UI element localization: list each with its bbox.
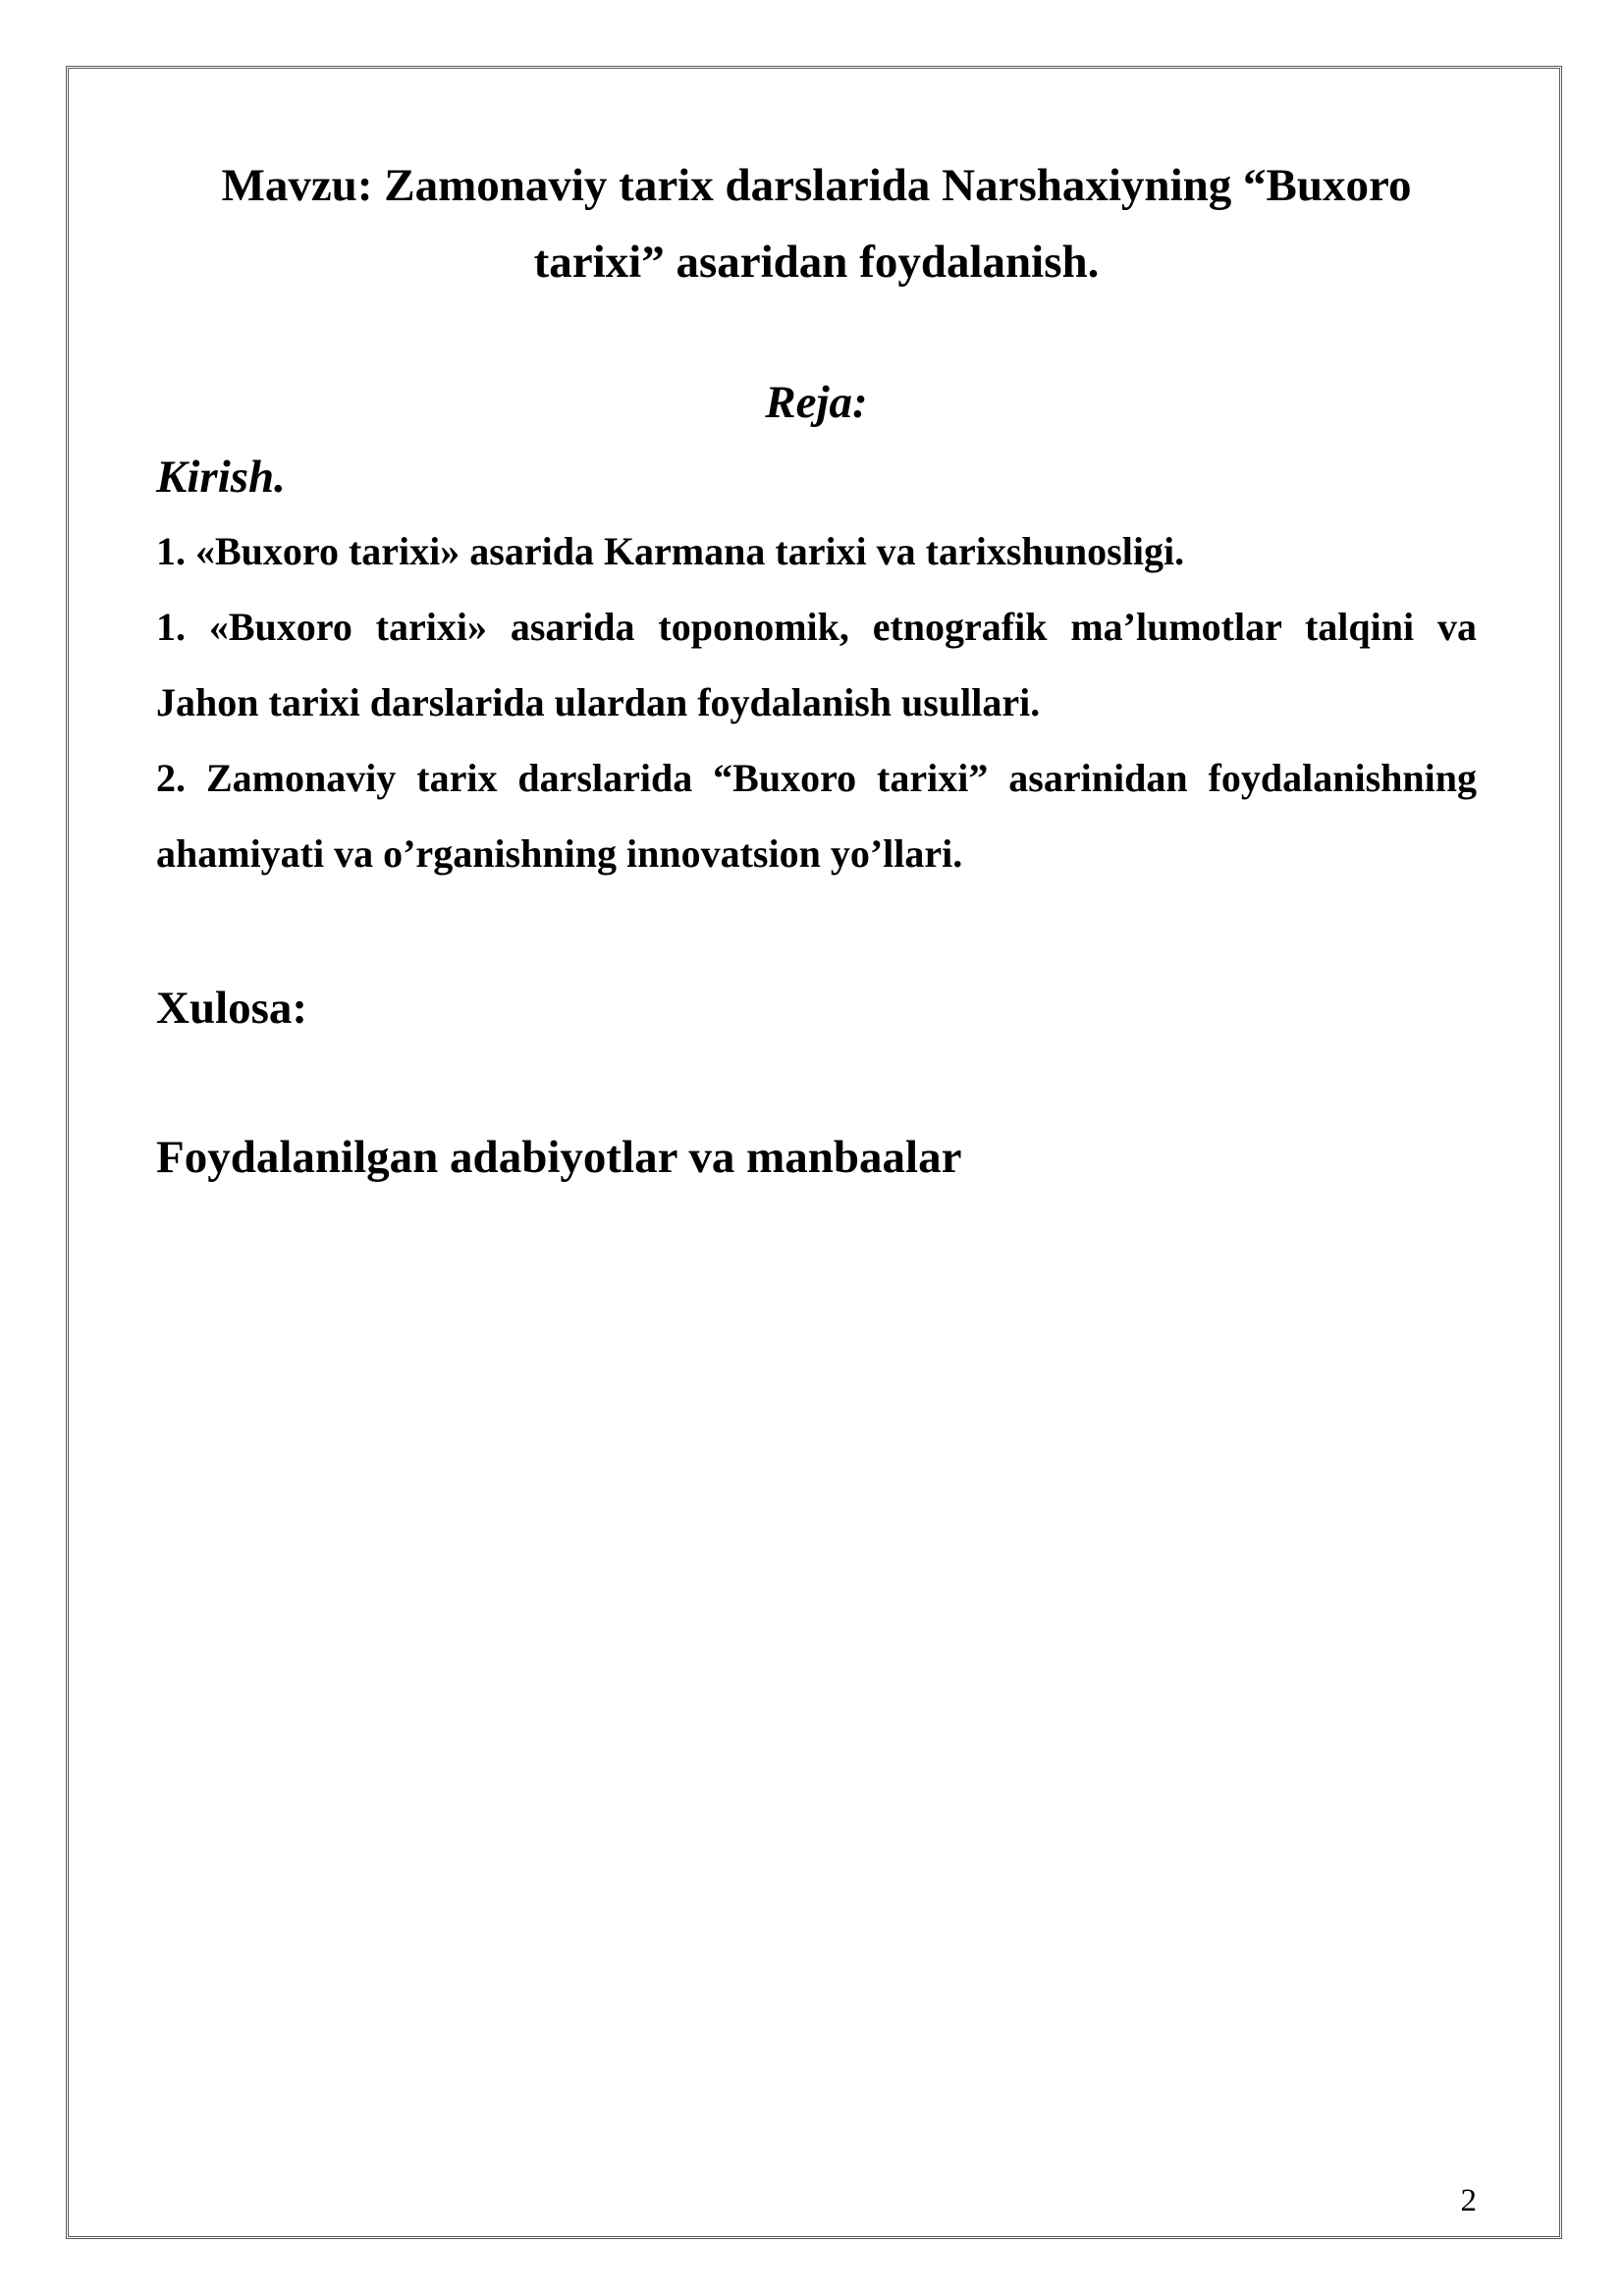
plan-item-2: 1. «Buxoro tarixi» asarida toponomik, etnografik ma’lumotlar talqini va Jahon tarixi darslarida ulardan foydalanish usullari. bbox=[156, 605, 1477, 724]
page-number: 2 bbox=[1460, 2183, 1477, 2218]
sources-heading: Foydalanilgan adabiyotlar va manbaalar bbox=[156, 1132, 962, 1183]
plan-list bbox=[156, 513, 1477, 891]
plan-heading: Reja: bbox=[765, 377, 868, 428]
page-content bbox=[156, 147, 1477, 1196]
intro-heading: Kirish. bbox=[156, 452, 286, 503]
document-title: Mavzu: Zamonaviy tarix darslarida Narshaxiyning “Buxoro tarixi” asaridan foydalanish. bbox=[221, 160, 1412, 288]
conclusion-heading: Xulosa: bbox=[156, 983, 308, 1034]
plan-item-1: 1. «Buxoro tarixi» asarida Karmana tarixi va tarixshunosligi. bbox=[156, 529, 1185, 573]
plan-item-3: 2. Zamonaviy tarix darslarida “Buxoro tarixi” asarinidan foydalanishning ahamiyati va o’rganishning innovatsion yo’llari. bbox=[156, 756, 1477, 876]
